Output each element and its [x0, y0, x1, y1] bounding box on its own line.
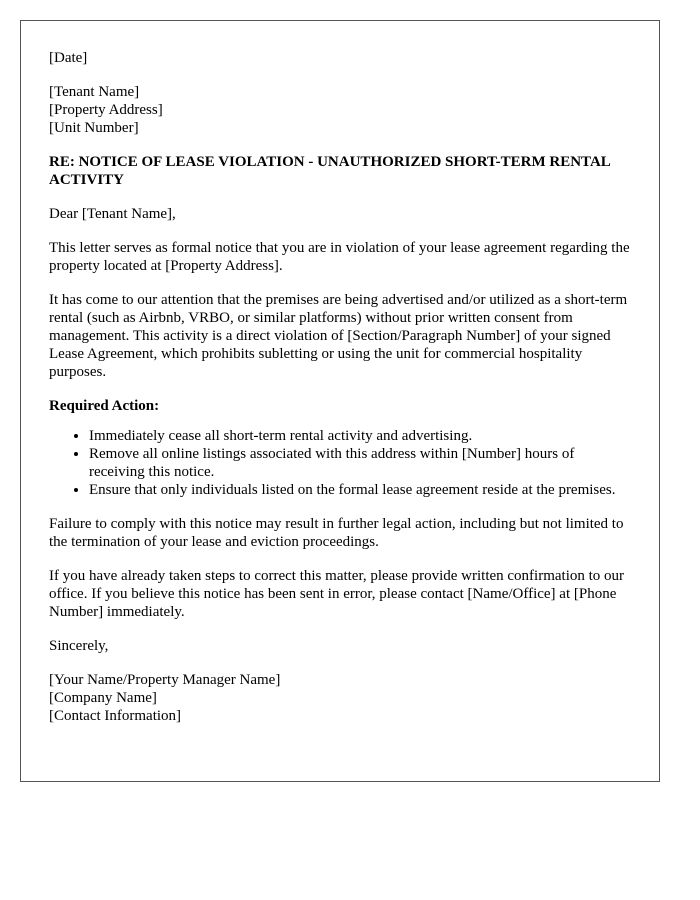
date-text: [Date]: [49, 50, 88, 66]
list-item: • Ensure that only individuals listed on the formal lease agreement reside at the premises.: [89, 481, 631, 499]
recipient-block: [49, 83, 631, 137]
recipient-unit-number: [Unit Number]: [49, 120, 139, 136]
closing-paragraph-1: Failure to comply with this notice may result in further legal action, including but not limited to the termination of your lease and eviction proceedings.: [49, 516, 624, 550]
signature-contact: [Contact Information]: [49, 708, 182, 724]
recipient-tenant-name: [Tenant Name]: [49, 84, 140, 100]
letter-document: [20, 20, 660, 782]
signature-name: [Your Name/Property Manager Name]: [49, 672, 281, 688]
body-paragraph-1: This letter serves as formal notice that you are in violation of your lease agreement regarding the property located at [Property Address].: [49, 240, 630, 274]
closing-paragraph-2: If you have already taken steps to correct this matter, please provide written confirmation to our office. If you believe this notice has been sent in error, please contact [Name/Office] at [Phone Number] immediately.: [49, 568, 625, 620]
required-action-list: [49, 427, 631, 499]
body-paragraph-2: It has come to our attention that the premises are being advertised and/or utilized as a short-term rental (such as Airbnb, VRBO, or similar platforms) without prior written consent from management. This activity is a direct violation of [Section/Paragraph Number] of your signed Lease Agreement, which prohibits subletting or using the unit for commercial hospitality purposes.: [49, 292, 628, 380]
sign-off: Sincerely,: [49, 638, 109, 654]
recipient-property-address: [Property Address]: [49, 102, 163, 118]
signature-company: [Company Name]: [49, 690, 157, 706]
list-item: • Remove all online listings associated with this address within [Number] hours of receiving this notice.: [89, 445, 631, 481]
subject-line: RE: NOTICE OF LEASE VIOLATION - UNAUTHORIZED SHORT-TERM RENTAL ACTIVITY: [49, 154, 610, 188]
list-item: • Immediately cease all short-term rental activity and advertising.: [89, 427, 631, 445]
letter-date: [49, 49, 631, 67]
required-action-heading: Required Action:: [49, 398, 160, 414]
salutation: Dear [Tenant Name],: [49, 206, 176, 222]
signature-block: [49, 671, 631, 725]
